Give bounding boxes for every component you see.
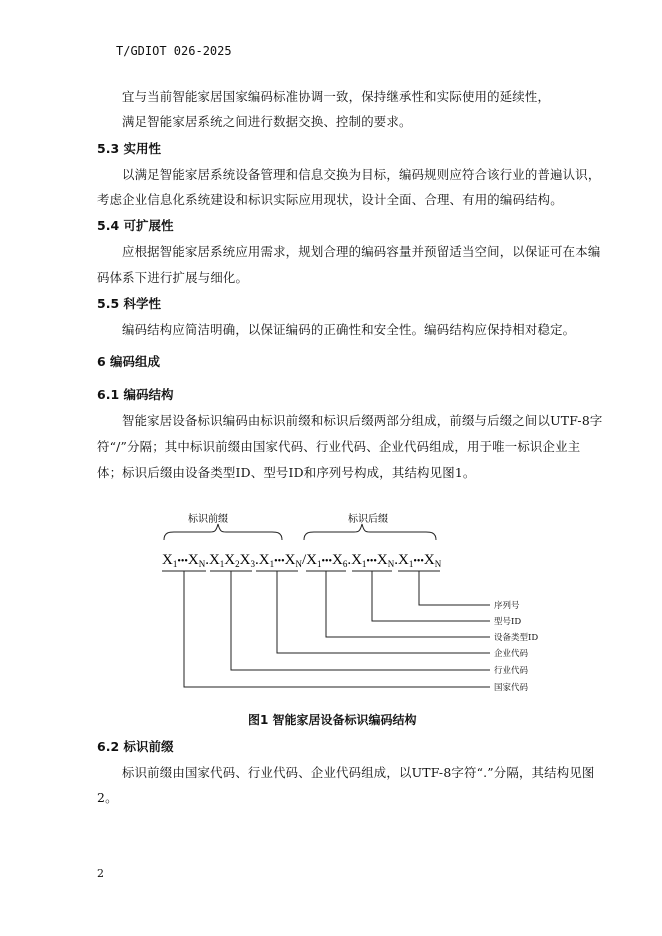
page-number: 2 (97, 867, 104, 880)
section-heading-6-1: 6.1 编码结构 (97, 387, 174, 402)
legend-company: 企业代码 (494, 649, 529, 659)
paragraph-line: 编码结构应简洁明确，以保证编码的正确性和安全性。编码结构应保持相对稳定。 (122, 322, 576, 337)
paragraph-line: 智能家居设备标识编码由标识前缀和标识后缀两部分组成，前缀与后缀之间以UTF-8字 (122, 413, 603, 428)
prefix-brace (164, 524, 282, 540)
paragraph-line: 考虑企业信息化系统建设和标识实际应用现状，设计全面、合理、有用的编码结构。 (97, 192, 563, 207)
code-string: $X_1^{•••}X_N.X_1X_2X_3.X_1^{•••}X_N/X_1^{•••}X_6.X_1^{•••}X_N.X_1^{•••}X_N$ (162, 552, 442, 569)
connector-model (372, 571, 490, 621)
legend-devtype: 设备类型ID (494, 633, 539, 643)
section-heading-5-4: 5.4 可扩展性 (97, 218, 174, 233)
paragraph-line: 2。 (97, 790, 118, 805)
figure-caption: 图1 智能家居设备标识编码结构 (248, 713, 417, 727)
paragraph-line: 以满足智能家居系统设备管理和信息交换为目标，编码规则应符合该行业的普遍认识， (122, 167, 601, 182)
paragraph-line: 符“/”分隔；其中标识前缀由国家代码、行业代码、企业代码组成，用于唯一标识企业主 (97, 439, 581, 454)
paragraph-line: 宜与当前智能家居国家编码标准协调一致，保持继承性和实际使用的延续性， (122, 89, 551, 104)
section-heading-6-2: 6.2 标识前缀 (97, 739, 174, 754)
connector-company (277, 571, 490, 653)
prefix-label: 标识前缀 (188, 514, 228, 525)
section-heading-5-3: 5.3 实用性 (97, 141, 161, 156)
legend-industry: 行业代码 (494, 666, 529, 676)
paragraph-line: 应根据智能家居系统应用需求，规划合理的编码容量并预留适当空间，以保证可在本编 (122, 244, 601, 259)
legend-serial: 序列号 (494, 601, 520, 611)
encoding-structure-diagram (150, 508, 570, 702)
paragraph-line: 体；标识后缀由设备类型ID、型号ID和序列号构成，其结构见图1。 (97, 465, 476, 480)
paragraph-line: 标识前缀由国家代码、行业代码、企业代码组成，以UTF-8字符“.”分隔，其结构见图 (122, 765, 595, 780)
paragraph-line: 满足智能家居系统之间进行数据交换、控制的要求。 (122, 114, 412, 129)
legend-model: 型号ID (494, 617, 522, 627)
section-heading-5-5: 5.5 科学性 (97, 296, 161, 311)
standard-code: T/GDIOT 026-2025 (116, 44, 232, 58)
paragraph-line: 码体系下进行扩展与细化。 (97, 270, 249, 285)
suffix-brace (304, 524, 436, 540)
connector-serial (419, 571, 490, 605)
section-heading-6: 6 编码组成 (97, 354, 161, 369)
connector-devtype (326, 571, 490, 637)
suffix-label: 标识后缀 (348, 514, 388, 525)
legend-country: 国家代码 (494, 683, 529, 693)
